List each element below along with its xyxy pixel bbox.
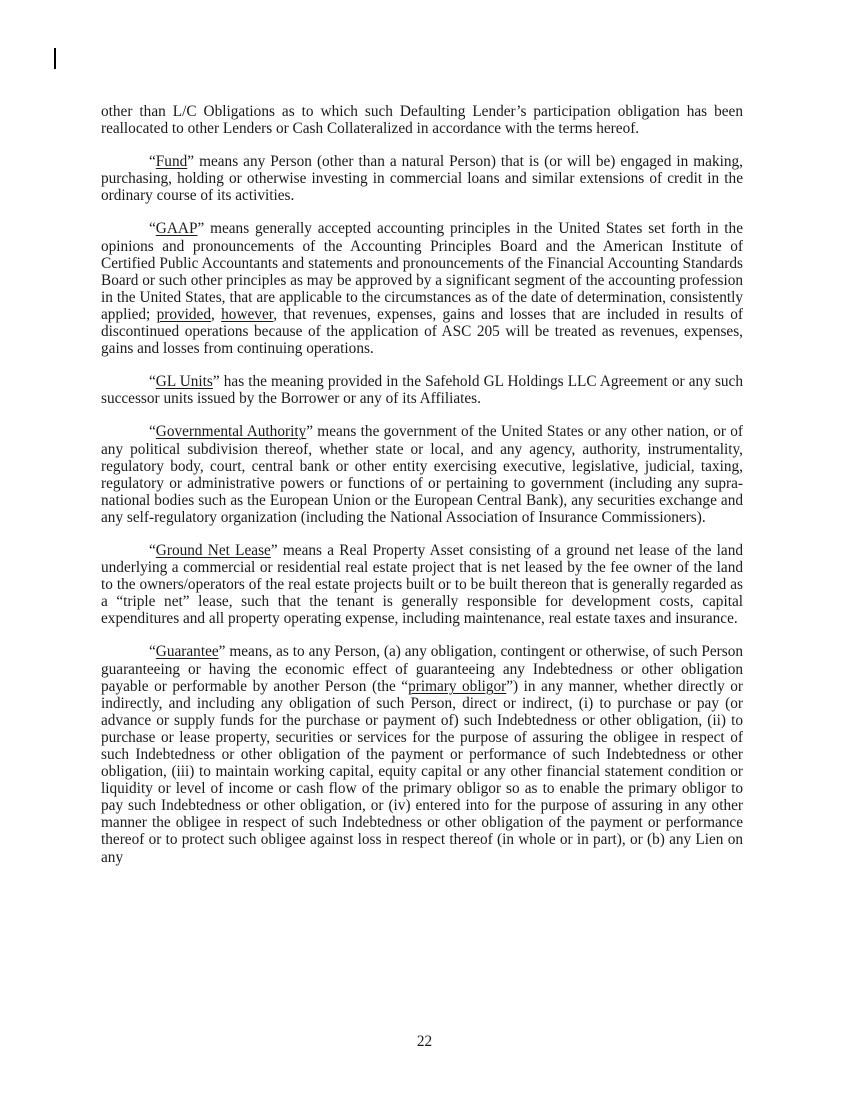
document-body <box>101 103 743 882</box>
defined-term-gaap: GAAP <box>155 220 198 238</box>
text-segment: “ <box>149 423 156 441</box>
definition-fund <box>101 153 743 204</box>
text-segment: “ <box>149 643 156 661</box>
defined-term-primary-obligor: primary obligor <box>408 677 507 695</box>
paragraph-fund-continuation <box>101 103 743 137</box>
text-segment: other than L/C Obligations as to which such Defaulting Lender’s participation obligation has been reallocated to other Lenders or Cash Collateralized in accordance with the terms hereof. <box>101 103 743 138</box>
defined-term-gl-units: GL Units <box>155 373 213 391</box>
text-segment: ” means the government of the United States or any other nation, or of any political subdivision thereof, whether state or local, and any agency, authority, instrumentality, regulatory body, court, central bank or other entity exercising executive, legislative, judicial, taxing, regulatory or administrative powers or functions of or pertaining to government (including any supra-national bodies such as the European Union or the European Central Bank), any securities exchange and any self-regulatory organization (including the National Association of Insurance Commissioners). <box>101 423 743 526</box>
term-however: however <box>221 305 274 323</box>
definition-gl-units <box>101 373 743 407</box>
text-segment: ” means any Person (other than a natural Person) that is (or will be) engaged in making, purchasing, holding or otherwise investing in commercial loans and similar extensions of credit in the ordinary course of its activities. <box>101 153 743 205</box>
text-segment: ”) in any manner, whether directly or indirectly, and including any obligation of such Person, direct or indirect, (i) to purchase or pay (or advance or supply funds for the purchase or payment of) such Indebtedness or other obligation, (ii) to purchase or lease property, securities or services for the purpose of assuring the obligee in respect of such Indebtedness or other obligation of the payment or performance of such Indebtedness or other obligation, (iii) to maintain working capital, equity capital or any other financial statement condition or liquidity or level of income or cash flow of the primary obligor so as to enable the primary obligor to pay such Indebtedness or other obligation, or (iv) entered into for the purpose of assuring in any other manner the obligee in respect of such Indebtedness or other obligation of the payment or performance thereof or to protect such obligee against loss in respect thereof (in whole or in part), or (b) any Lien on any <box>101 677 744 866</box>
text-segment: ” means a Real Property Asset consisting of a ground net lease of the land underlying a commercial or residential real estate project that is net leased by the fee owner of the land to the owners/operators of the real estate projects built or to be built thereon that is generally regarded as a “triple net” lease, such that the tenant is generally responsible for development costs, capital expenditures and all property operating expense, including maintenance, real estate taxes and insurance. <box>101 541 743 628</box>
defined-term-guarantee: Guarantee <box>155 643 219 661</box>
defined-term-ground-net-lease: Ground Net Lease <box>155 541 271 559</box>
defined-term-governmental-authority: Governmental Authority <box>155 423 307 441</box>
change-bar <box>54 48 56 69</box>
text-segment: “ <box>149 541 156 559</box>
text-segment: “ <box>149 153 156 171</box>
defined-term-fund: Fund <box>155 153 188 171</box>
definition-guarantee <box>101 643 743 865</box>
term-provided: provided <box>156 305 211 323</box>
page-number: 22 <box>416 1033 433 1050</box>
definition-governmental-authority <box>101 423 743 526</box>
text-segment: “ <box>149 373 156 391</box>
text-segment: , that revenues, expenses, gains and losses that are included in results of discontinued operations because of the application of ASC 205 will be treated as revenues, expenses, gains and losses from continuing operations. <box>101 305 743 358</box>
text-segment: , <box>211 305 222 323</box>
definition-ground-net-lease <box>101 542 743 627</box>
text-segment: ” means generally accepted accounting principles in the United States set forth in the opinions and pronouncements of the Accounting Principles Board and the American Institute of Certified Public Accountants and statements and pronouncements of the Financial Accounting Standards Board or such other principles as may be approved by a significant segment of the accounting profession in the United States, that are applicable to the circumstances as of the date of determination, consistently applied; <box>101 220 743 323</box>
definition-gaap <box>101 220 743 357</box>
text-segment: ” means, as to any Person, (a) any obligation, contingent or otherwise, of such Person guaranteeing or having the economic effect of guaranteeing any Indebtedness or other obligation payable or performable by another Person (the “ <box>101 643 743 695</box>
text-segment: ” has the meaning provided in the Safehold GL Holdings LLC Agreement or any such successor units issued by the Borrower or any of its Affiliates. <box>101 373 743 408</box>
text-segment: “ <box>149 220 156 238</box>
